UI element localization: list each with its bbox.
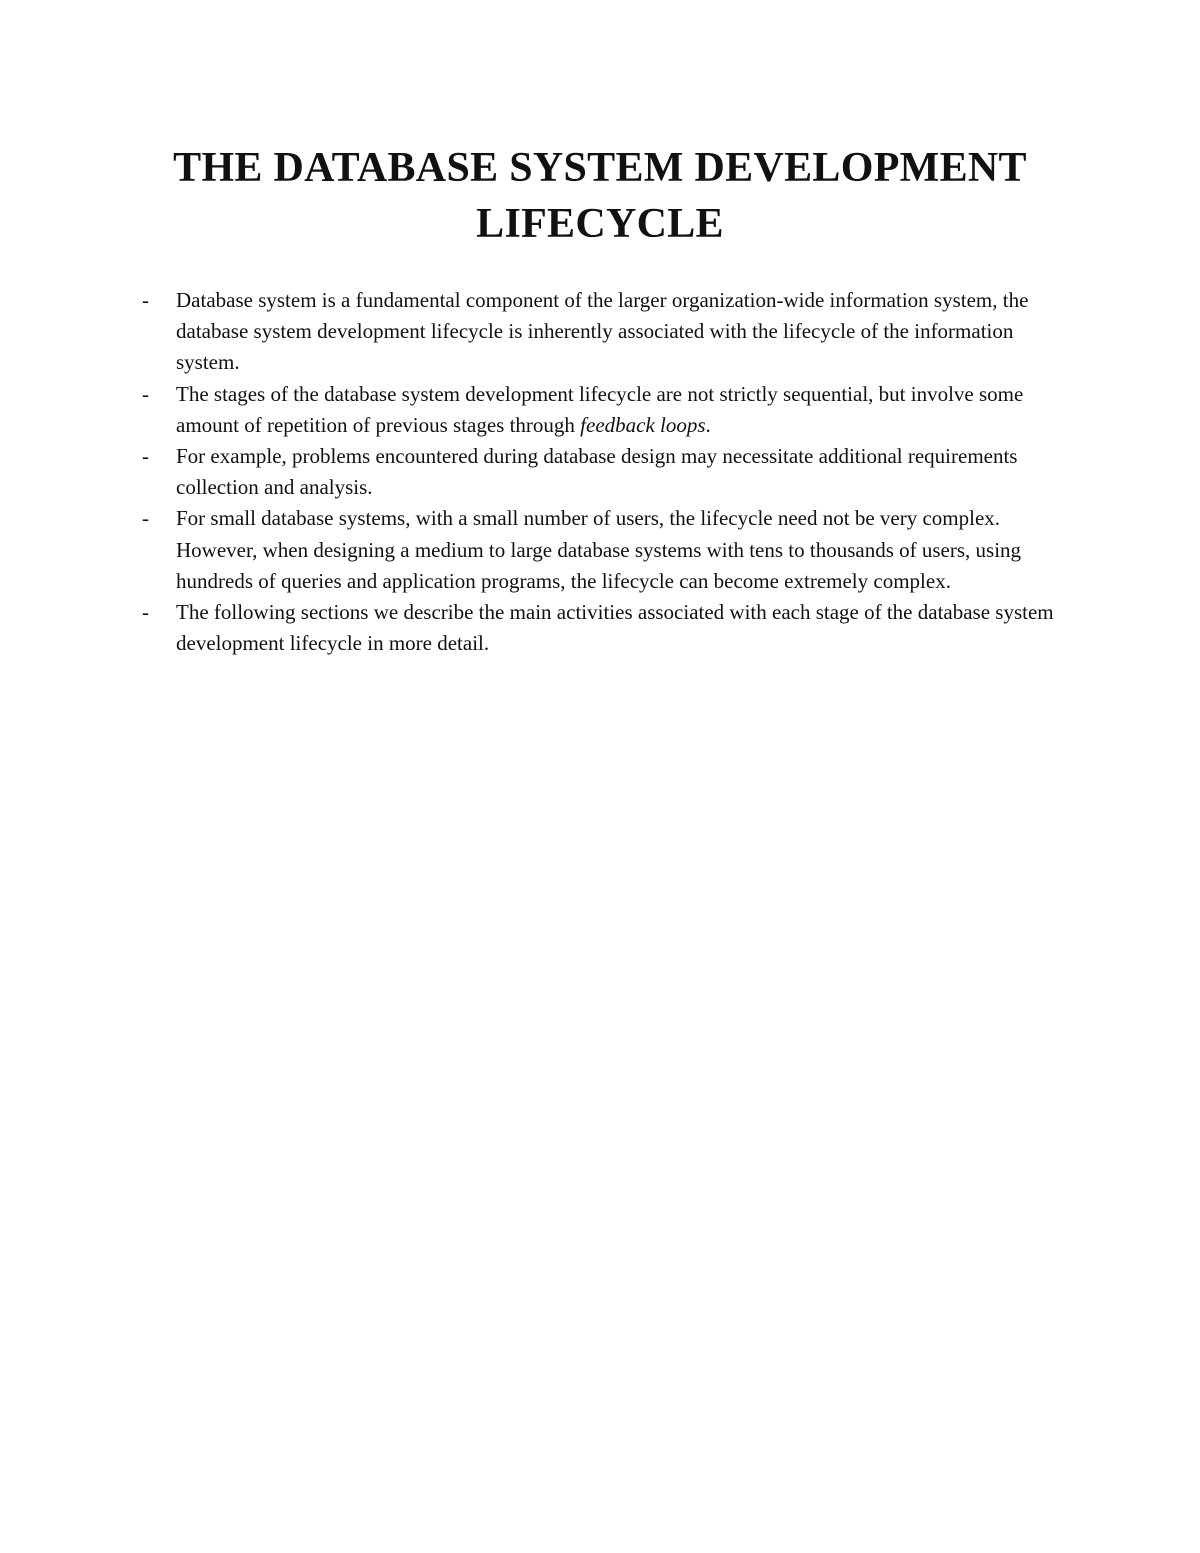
list-item — [140, 379, 1060, 441]
bullet-text: The following sections we describe the main activities associated with each stage of the database system development lifecycle in more detail. — [176, 600, 1054, 656]
bullet-list — [140, 285, 1060, 659]
document-title: THE DATABASE SYSTEM DEVELOPMENT LIFECYCLE — [173, 145, 1027, 247]
bullet-dash: - — [142, 381, 149, 406]
bullet-dash: - — [142, 444, 149, 469]
bullet-text: Database system is a fundamental component of the larger organization-wide information system, the database system development lifecycle is inherently associated with the lifecycle of the information system. — [176, 288, 1029, 375]
emphasis-term: feedback loops — [580, 412, 706, 437]
bullet-text-end: . — [705, 412, 711, 437]
bullet-dash: - — [142, 288, 149, 312]
bullet-dash: - — [142, 600, 149, 625]
list-item — [140, 441, 1060, 503]
list-item — [140, 503, 1060, 597]
bullet-text: For example, problems encountered during database design may necessitate additional requirements collection and analysis. — [176, 444, 1018, 500]
bullet-text-start: The stages of the database system development lifecycle are not strictly sequential, but involve some amount of repetition of previous stages through — [176, 381, 1024, 437]
bullet-dash: - — [142, 506, 149, 531]
list-item — [140, 285, 1060, 379]
bullet-text: For small database systems, with a small number of users, the lifecycle need not be very complex. However, when designing a medium to large database systems with tens to thousands of users, using hundreds of queries and application programs, the lifecycle can become extremely complex. — [176, 506, 1022, 593]
list-item — [140, 597, 1060, 659]
bullet-text — [176, 382, 1023, 437]
